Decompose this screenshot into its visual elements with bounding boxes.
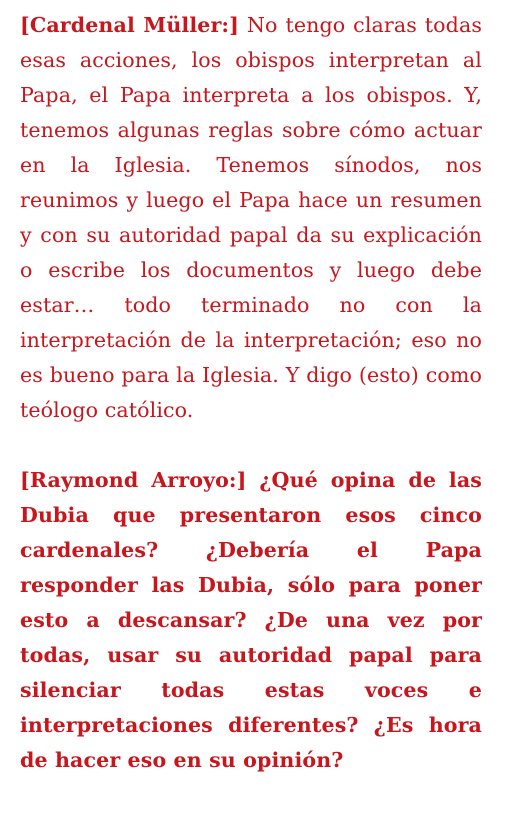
paragraph-text-muller: No tengo claras todas esas acciones, los obispos interpretan al Papa, el Papa interpreta a los obispos. Y, tenemos algunas reglas sobre cómo actuar en la Iglesia. Tenemos sínodos, nos reunimos y luego el Papa hace un resumen y con su autoridad papal da su explicación o escribe los documentos y luego debe estar… todo terminado no con la interpretación de la interpretación; eso no es bueno para la Iglesia. Y digo (esto) como teólogo católico.	[20, 13, 483, 422]
paragraph-raymond-arroyo	[20, 463, 482, 778]
paragraph-cardinal-muller	[20, 8, 482, 428]
document-body	[20, 8, 482, 813]
paragraph-text-arroyo: ¿Qué opina de las Dubia que presentaron esos cinco cardenales? ¿Debería el Papa responder las Dubia, sólo para poner esto a descansar? ¿De una vez por todas, usar su autoridad papal para silenciar todas estas voces e interpretaciones diferentes? ¿Es hora de hacer eso en su opinión?	[20, 468, 482, 772]
speaker-label-muller: [Cardenal Müller:]	[20, 13, 239, 37]
speaker-label-arroyo: [Raymond Arroyo:]	[20, 468, 247, 492]
